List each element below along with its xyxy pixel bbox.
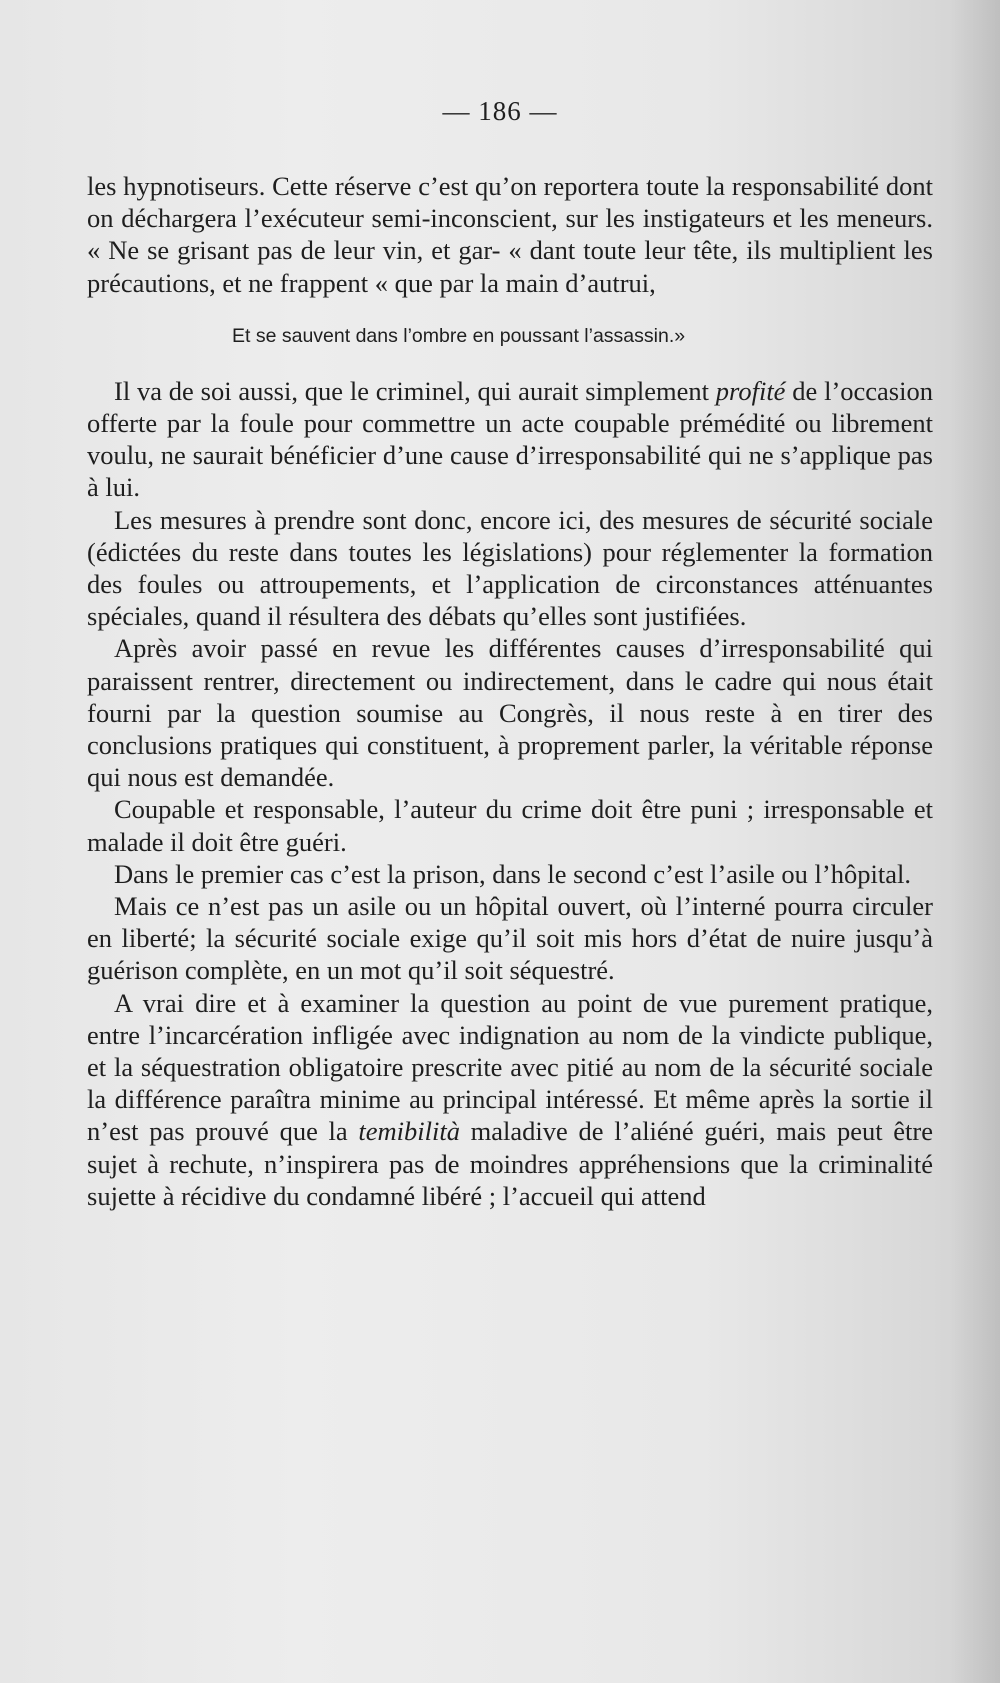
page-edge-shadow [950, 0, 1000, 1683]
paragraph-criminel [87, 375, 933, 504]
page-number: — 186 — [442, 96, 558, 126]
paragraph-criminel-text-2: de l’occasion offerte par la foule pour commettre un acte coupable prémédité ou librement voulu, ne saurait bénéficier d’une cause d’irresponsabilité qui ne s’applique pas à lui. [87, 375, 933, 503]
paragraph-a-vrai-dire [87, 987, 933, 1212]
paragraph-a-vrai-dire-text-1: A vrai dire et à examiner la question au point de vue purement pratique, entre l’incarcération infligée avec indignation au nom de la vindicte publique, et la séquestration obligatoire prescrite avec pitié au nom de la sécurité sociale la différence paraîtra minime au principal intéressé. Et même après la sortie il n’est pas prouvé que la [87, 987, 933, 1147]
paragraph-a-vrai-dire-text-2: maladive de l’aliéné guéri, mais peut être sujet à rechute, n’inspirera pas de moindres appréhensions que la criminalité sujette à récidive du condamné libéré ; l’accueil qui attend [87, 1116, 934, 1211]
italic-temibilita: temibilità [358, 1116, 460, 1147]
paragraph-apres-avoir: Après avoir passé en revue les différentes causes d’irresponsabilité qui paraissent rentrer, directement ou indirectement, dans le cadre qui nous était fourni par la question soumise au Congrès, il nous reste à en tirer des conclusions pratiques qui constituent, à proprement parler, la véritable réponse qui nous est demandée. [87, 633, 933, 793]
paragraph-criminel-text-1: Il va de soi aussi, que le criminel, qui aurait simplement [114, 375, 716, 406]
paragraph-mesures: Les mesures à prendre sont donc, encore ici, des mesures de sécurité sociale (édictées du reste dans toutes les législations) pour réglementer la formation des foules ou attroupements, et l’application de circonstances atténuantes spéciales, quand il résultera des débats qu’elles sont justifiées. [87, 504, 933, 632]
paragraph-asile-ouvert: Mais ce n’est pas un asile ou un hôpital ouvert, où l’interné pourra circuler en liberté; la sécurité sociale exige qu’il soit mis hors d’état de nuire jusqu’à guérison complète, en un mot qu’il soit séquestré. [87, 891, 933, 986]
italic-profite: profité [715, 375, 786, 406]
paragraph-premier-cas: Dans le premier cas c’est la prison, dans le second c’est l’asile ou l’hôpital. [114, 858, 911, 889]
paragraph-hypnotiseurs: les hypnotiseurs. Cette réserve c’est qu’on reportera toute la responsabilité dont on déchargera l’exécuteur semi-inconscient, sur les instigateurs et les meneurs. « Ne se grisant pas de leur vin, et gar- « dant toute leur tête, ils multiplient les précautions, et ne frappent « que par la main d’autrui, [87, 171, 933, 298]
paragraph-coupable: Coupable et responsable, l’auteur du crime doit être puni ; irresponsable et malade il doit être guéri. [87, 794, 933, 857]
verse-quotation: Et se sauvent dans l’ombre en poussant l’assassin.» [232, 324, 686, 347]
body-text [87, 170, 933, 1212]
